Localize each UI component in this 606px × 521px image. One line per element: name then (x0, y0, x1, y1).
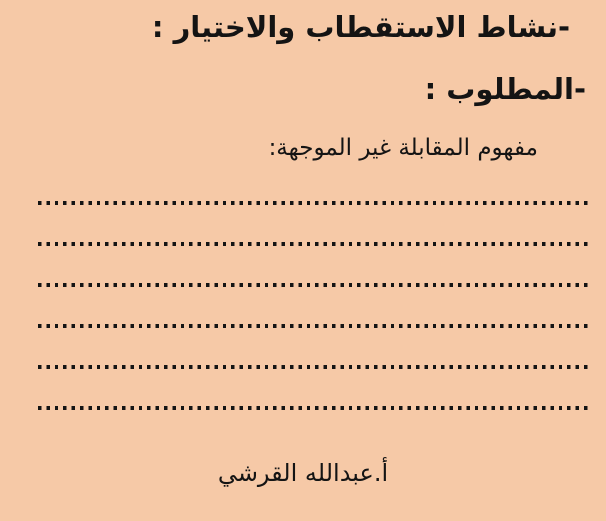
answer-lines-area (38, 201, 588, 413)
answer-dotted-line (38, 201, 588, 205)
answer-dotted-line (38, 324, 588, 328)
activity-heading: -نشاط الاستقطاب والاختيار : (151, 10, 570, 44)
answer-dotted-line (38, 406, 588, 410)
answer-dotted-line (38, 365, 588, 369)
author-signature: أ.عبدالله القرشي (217, 459, 389, 487)
required-heading: -المطلوب : (424, 72, 586, 106)
answer-dotted-line (38, 283, 588, 287)
question-label: مفهوم المقابلة غير الموجهة: (268, 135, 538, 161)
answer-dotted-line (38, 242, 588, 246)
